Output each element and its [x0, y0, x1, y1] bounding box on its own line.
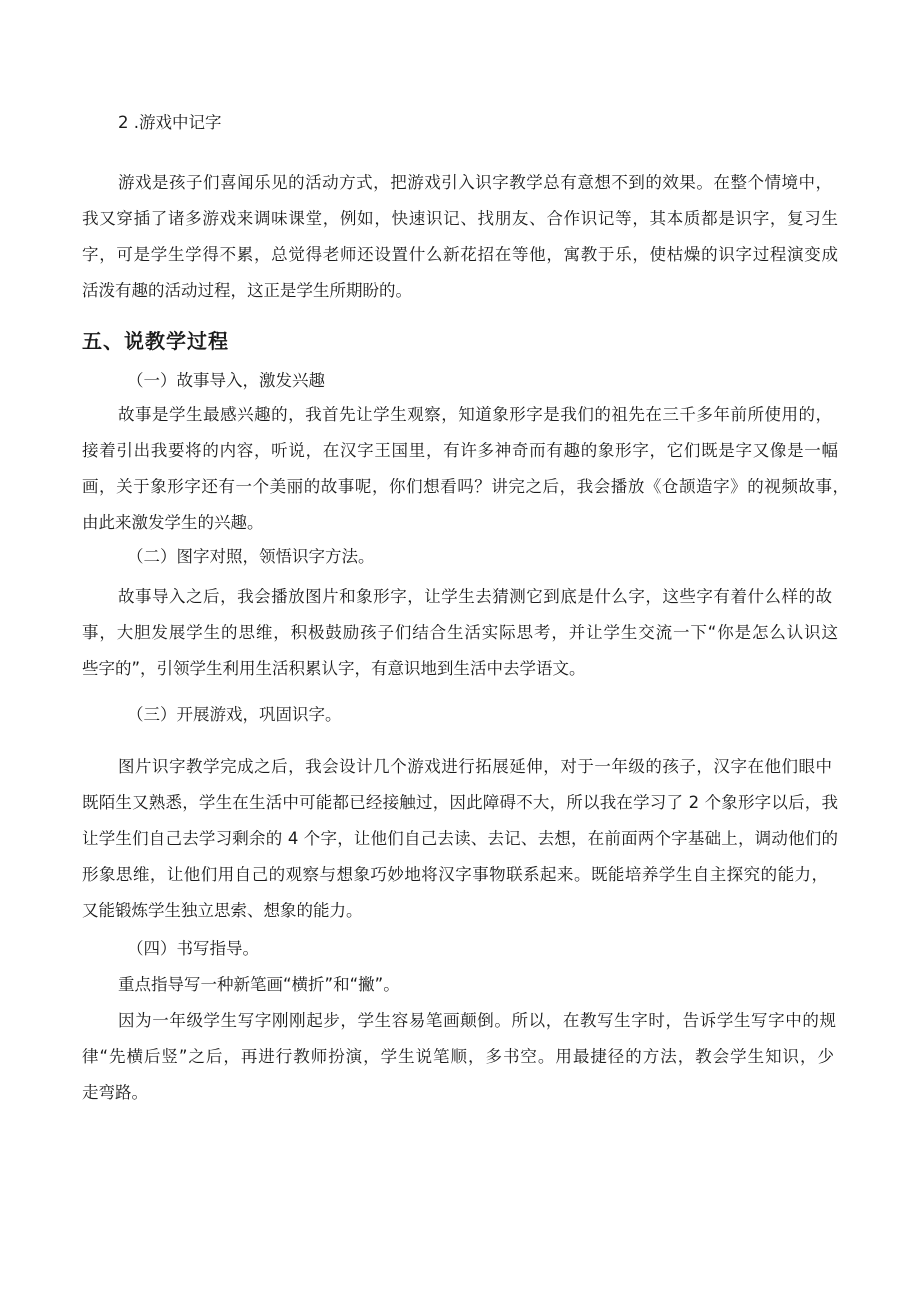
- subsection-title: （三）开展游戏，巩固识字。: [127, 705, 342, 724]
- paragraph-line: 画，关于象形字还有一个美丽的故事呢，你们想看吗？讲完之后，我会播放《仓颉造字》的视频故事，: [82, 477, 849, 496]
- paragraph-line: 活泼有趣的活动过程，这正是学生所期盼的。: [82, 281, 412, 300]
- paragraph-line: 律“先横后竖”之后，再进行教师扮演，学生说笔顺，多书空。用最捷径的方法，教会学生知识，少: [82, 1047, 834, 1066]
- subsection-title: （二）图字对照，领悟识字方法。: [127, 547, 375, 566]
- paragraph-line: 形象思维，让他们用自己的观察与想象巧妙地将汉字事物联系起来。既能培养学生自主探究的能力，: [82, 865, 828, 884]
- section-game-title: 2 .游戏中记字: [118, 113, 222, 132]
- paragraph-line: 接着引出我要将的内容，听说，在汉字王国里，有许多神奇而有趣的象形字，它们既是字又像是一幅: [82, 441, 838, 460]
- paragraph-line: 重点指导写一种新笔画“横折”和“撇”。: [118, 975, 400, 994]
- paragraph-line: 由此来激发学生的兴趣。: [82, 513, 264, 532]
- paragraph-line: 又能锻炼学生独立思索、想象的能力。: [82, 901, 363, 920]
- paragraph-line: 些字的”，引领学生利用生活积累认字，有意识地到生活中去学语文。: [82, 659, 586, 678]
- paragraph-line: 故事是学生最感兴趣的，我首先让学生观察，知道象形字是我们的祖先在三千多年前所使用的，: [118, 405, 832, 424]
- paragraph-line: 既陌生又熟悉，学生在生活中可能都已经接触过，因此障碍不大，所以我在学习了 2 个象形字以后，我: [82, 793, 838, 812]
- paragraph-line: 因为一年级学生写字刚刚起步，学生容易笔画颠倒。所以，在教写生字时，告诉学生写字中的规: [118, 1011, 836, 1030]
- paragraph-line: 让学生们自己去学习剩余的 4 个字，让他们自己去读、去记、去想，在前面两个字基础上，调动他们的: [82, 829, 838, 848]
- paragraph-line: 故事导入之后，我会播放图片和象形字，让学生去猜测它到底是什么字，这些字有着什么样的故: [118, 587, 832, 606]
- subsection-title: （四）书写指导。: [127, 939, 259, 958]
- section-heading: 五、说教学过程: [82, 329, 229, 353]
- paragraph-line: 走弯路。: [82, 1083, 148, 1102]
- paragraph-line: 字，可是学生学得不累，总觉得老师还设置什么新花招在等他，寓教于乐，使枯燥的识字过程演变成: [82, 245, 838, 264]
- subsection-title: （一）故事导入，激发兴趣: [127, 371, 325, 390]
- paragraph-line: 我又穿插了诸多游戏来调味课堂，例如，快速识记、找朋友、合作识记等，其本质都是识字，复习生: [82, 209, 838, 228]
- paragraph-line: 事，大胆发展学生的思维，积极鼓励孩子们结合生活实际思考，并让学生交流一下“你是怎么认识这: [82, 623, 838, 642]
- paragraph-line: 游戏是孩子们喜闻乐见的活动方式，把游戏引入识字教学总有意想不到的效果。在整个情境中，: [118, 173, 832, 192]
- paragraph-line: 图片识字教学完成之后，我会设计几个游戏进行拓展延伸，对于一年级的孩子，汉字在他们眼中: [118, 757, 832, 776]
